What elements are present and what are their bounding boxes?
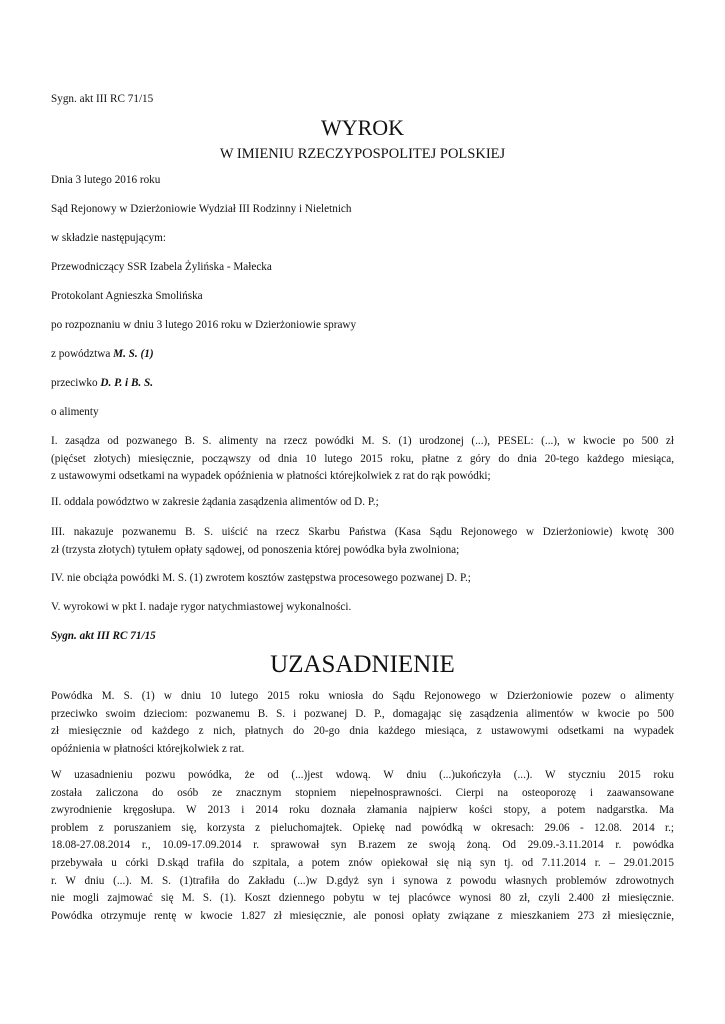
defendants-prefix: przeciwko [51, 377, 101, 389]
justification-line: zwyrodnienie kręgosłupa. W 2013 i 2014 roku doznała złamania najpierw kości stopy, a potem nadgarstka. Ma [51, 804, 674, 817]
ruling-point-line: z ustawowymi odsetkami na wypadek opóźnienia w płatności którejkolwiek z rat do rąk powódki; [51, 470, 491, 483]
ruling-point-line: zł (trzysta złotych) tytułem opłaty sądowej, od ponoszenia której powódka była zwolniona; [51, 543, 460, 556]
justification-paragraph-2 [51, 767, 674, 925]
ruling-point-5 [51, 599, 674, 617]
justification-line: r. W dniu (...). M. S. (1)trafiła do Zakładu (...)w D.gdyż syn i synowa z powodu własnych problemów zdrowotnych [51, 874, 674, 887]
document-title: WYROK [320, 115, 405, 140]
court-line: Sąd Rejonowy w Dzierżoniowie Wydział III Rodzinny i Nieletnich [51, 203, 352, 215]
subject-line: o alimenty [51, 406, 99, 418]
justification-line: 18.08-27.08.2014 r., 10.09-17.09.2014 r. sprawował syn B.razem ze swoją żoną. Od 29.09.-3.11.2014 r. powódka [51, 839, 674, 852]
chair-line: Przewodniczący SSR Izabela Żylińska - Małecka [51, 261, 272, 273]
justification-line: problem z poruszaniem się, korzysta z pieluchomajtek. Opiekę nad powódką w okresach: 29.06 - 12.08. 2014 r.; [51, 821, 674, 834]
ruling-point-line: V. wyrokowi w pkt I. nadaje rygor natychmiastowej wykonalności. [51, 601, 352, 613]
justification-title: UZASADNIENIE [270, 651, 455, 678]
document-subtitle: W IMIENIU RZECZYPOSPOLITEJ POLSKIEJ [219, 146, 506, 162]
justification-line: Powódka otrzymuje rentę w kwocie 1.827 zł miesięcznie, ale ponosi opłaty związane z mieszkaniem 273 zł miesięcznie, [51, 909, 674, 922]
justification-line: przebywała u córki D.skąd trafiła do szpitala, a potem znów opiekował się nią syn tj. od 7.11.2014 r. – 29.01.2015 [51, 856, 674, 869]
date-line: Dnia 3 lutego 2016 roku [51, 174, 161, 186]
justification-line: przeciwko swoim dzieciom: pozwanemu B. S. i pozwanej D. P., domagając się zasądzenia alimentów w kwocie po 500 [51, 707, 674, 720]
ruling-point-3 [51, 524, 674, 559]
clerk-line: Protokolant Agnieszka Smolińska [51, 290, 203, 302]
ruling-point-2 [51, 494, 674, 512]
ruling-point-1 [51, 433, 674, 486]
justification-line: nie mogli zajmować się M. S. (1). Koszt dziennego pobytu w tej placówce wynosi 80 zł, czyli 2.400 zł miesięcznie. [51, 892, 674, 905]
defendants-names: D. P. i B. S. [100, 377, 154, 389]
justification-line: została zaliczona do osób ze znacznym stopniem niepełnosprawności. Cierpi na osteoporozę i zaawansowane [51, 786, 674, 799]
defendants-line [51, 375, 153, 391]
justification-line: opóźnienia w płatności którejkolwiek z rat. [51, 742, 245, 755]
justification-line: Powódka M. S. (1) w dniu 10 lutego 2015 roku wniosła do Sądu Rejonowego w Dzierżoniowie pozew o alimenty [51, 690, 674, 702]
plaintiff-name: M. S. (1) [113, 348, 154, 360]
ruling-point-line: IV. nie obciąża powódki M. S. (1) zwrotem kosztów zastępstwa procesowego pozwanej D. P.; [51, 572, 471, 584]
case-reference: Sygn. akt III RC 71/15 [51, 93, 154, 105]
ruling-point-line: (pięćset złotych) miesięcznie, począwszy od dnia 10 lutego 2015 roku, płatne z góry do dnia 20-tego każdego miesiąca, [51, 452, 674, 465]
justification-line: W uzasadnieniu pozwu powódka, że od (...)jest wdową. W dniu (...)ukończyła (...). W styczniu 2015 roku [51, 769, 674, 781]
justification-case-reference: Sygn. akt III RC 71/15 [51, 630, 156, 642]
ruling-point-4 [51, 570, 674, 588]
ruling-point-line: II. oddala powództwo w zakresie żądania zasądzenia alimentów od D. P.; [51, 496, 379, 508]
justification-paragraph-1 [51, 688, 674, 758]
composition-line: w składzie następującym: [51, 232, 166, 244]
hearing-line: po rozpoznaniu w dniu 3 lutego 2016 roku w Dzierżoniowie sprawy [51, 319, 357, 331]
plaintiff-line [51, 346, 154, 362]
ruling-point-line: III. nakazuje pozwanemu B. S. uiścić na rzecz Skarbu Państwa (Kasa Sądu Rejonowego w Dzierżoniowie) kwotę 300 [51, 526, 674, 538]
ruling-point-line: I. zasądza od pozwanego B. S. alimenty na rzecz powódki M. S. (1) urodzonej (...), PESEL: (...), w kwocie po 500 zł [51, 435, 674, 447]
justification-line: zł miesięcznie od każdego z nich, płatnych do 20-go dnia każdego miesiąca, z ustawowymi odsetkami na wypadek [51, 725, 674, 738]
plaintiff-prefix: z powództwa [51, 348, 114, 360]
